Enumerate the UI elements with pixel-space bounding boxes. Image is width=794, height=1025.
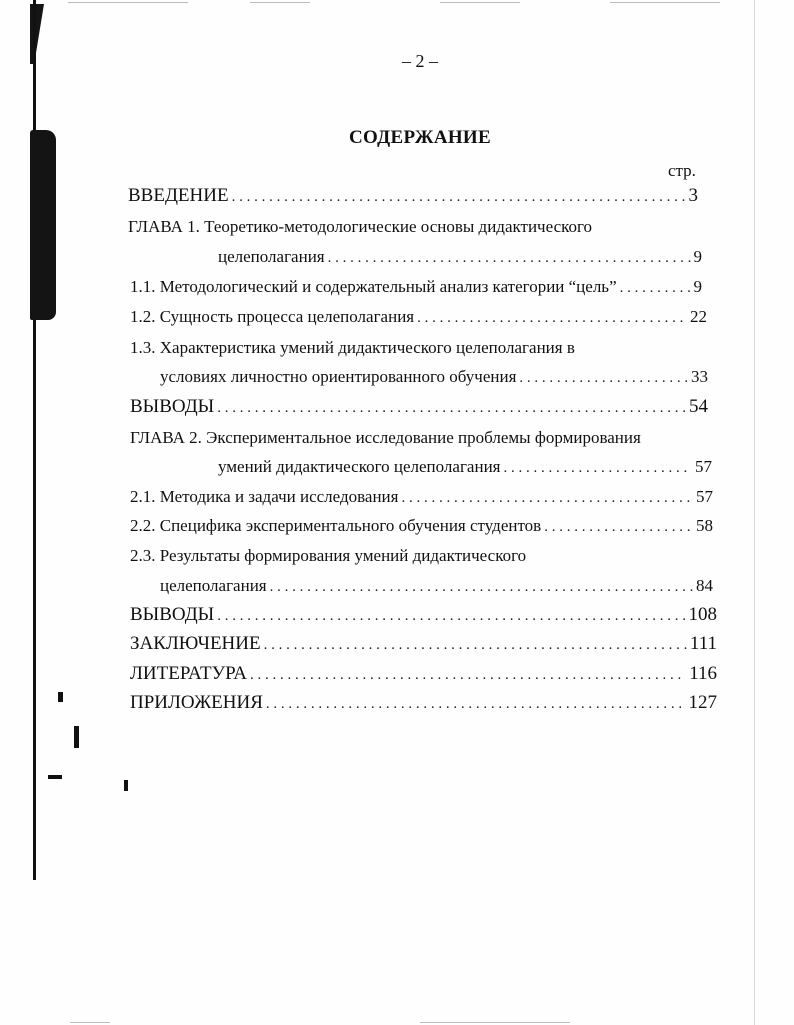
toc-page-number: 58 xyxy=(696,516,713,535)
toc-entry-chapter-2-title[interactable]: ГЛАВА 2. Экспериментальное исследование проблемы формирования xyxy=(130,428,641,447)
leader-dots xyxy=(266,696,686,713)
toc-page-number: 3 xyxy=(688,185,698,206)
leader-dots xyxy=(544,519,693,536)
toc-entry-conclusion[interactable]: ЗАКЛЮЧЕНИЕ . . . 111 xyxy=(130,633,717,657)
toc-page-number: 111 xyxy=(689,633,717,654)
toc-page-number: 116 xyxy=(689,663,717,684)
leader-dots xyxy=(217,608,685,625)
toc-entry-section-2-3-title[interactable]: 2.3. Результаты формирования умений дидактического xyxy=(130,546,527,565)
toc-entry-chapter-1-title[interactable]: ГЛАВА 1. Теоретико-методологические основы дидактического xyxy=(128,217,593,236)
toc-page-number: 9 xyxy=(693,277,702,296)
toc-entry-literature[interactable]: ЛИТЕРАТУРА . . . 116 xyxy=(130,663,717,687)
leader-dots xyxy=(504,460,693,477)
toc-page-number: 33 xyxy=(691,367,708,386)
page-number: – 2 – xyxy=(402,51,438,71)
toc-entry-section-1-3[interactable]: условиях личностно ориентированного обучения . . . 33 xyxy=(160,367,708,391)
leader-dots xyxy=(250,667,686,684)
toc-page-number: 54 xyxy=(689,396,708,417)
toc-entry-conclusions-1[interactable]: ВЫВОДЫ . . . 54 xyxy=(130,396,708,420)
leader-dots xyxy=(401,490,693,507)
toc-page-number: 57 xyxy=(695,457,712,476)
toc-entry-chapter-1[interactable]: целеполагания . . . 9 xyxy=(218,247,702,271)
leader-dots xyxy=(620,280,691,297)
leader-dots xyxy=(232,189,686,206)
toc-entry-conclusions-2[interactable]: ВЫВОДЫ . . . 108 xyxy=(130,604,717,628)
toc-page-number: 108 xyxy=(688,604,717,625)
toc-page-number: 22 xyxy=(690,307,707,326)
toc-entry-section-2-1[interactable]: 2.1. Методика и задачи исследования . . . 57 xyxy=(130,487,713,511)
page-column-label: стр. xyxy=(668,161,696,180)
toc-page-number: 9 xyxy=(693,247,702,266)
leader-dots xyxy=(217,400,686,417)
leader-dots xyxy=(417,310,687,327)
toc-entry-section-2-3[interactable]: целеполагания . . . 84 xyxy=(160,576,713,600)
toc-page-number: 57 xyxy=(696,487,713,506)
leader-dots xyxy=(264,637,687,654)
toc-page-number: 127 xyxy=(688,692,717,713)
toc-entry-section-1-1[interactable]: 1.1. Методологический и содержательный анализ категории “цель” . . . 9 xyxy=(130,277,702,301)
toc-entry-section-1-3-title[interactable]: 1.3. Характеристика умений дидактического целеполагания в xyxy=(130,338,575,357)
leader-dots xyxy=(270,579,693,596)
toc-page-number: 84 xyxy=(696,576,713,595)
toc-entry-appendices[interactable]: ПРИЛОЖЕНИЯ . . . 127 xyxy=(130,692,717,716)
toc-entry-section-1-2[interactable]: 1.2. Сущность процесса целеполагания . . . 22 xyxy=(130,307,707,331)
toc-entry-introduction[interactable]: ВВЕДЕНИЕ . . . 3 xyxy=(128,185,698,209)
toc-entry-chapter-2[interactable]: умений дидактического целеполагания . . . 57 xyxy=(218,457,712,481)
leader-dots xyxy=(519,370,688,387)
leader-dots xyxy=(328,250,691,267)
toc-entry-section-2-2[interactable]: 2.2. Специфика экспериментального обучения студентов . . . 58 xyxy=(130,516,713,540)
toc-title: СОДЕРЖАНИЕ xyxy=(349,127,491,148)
